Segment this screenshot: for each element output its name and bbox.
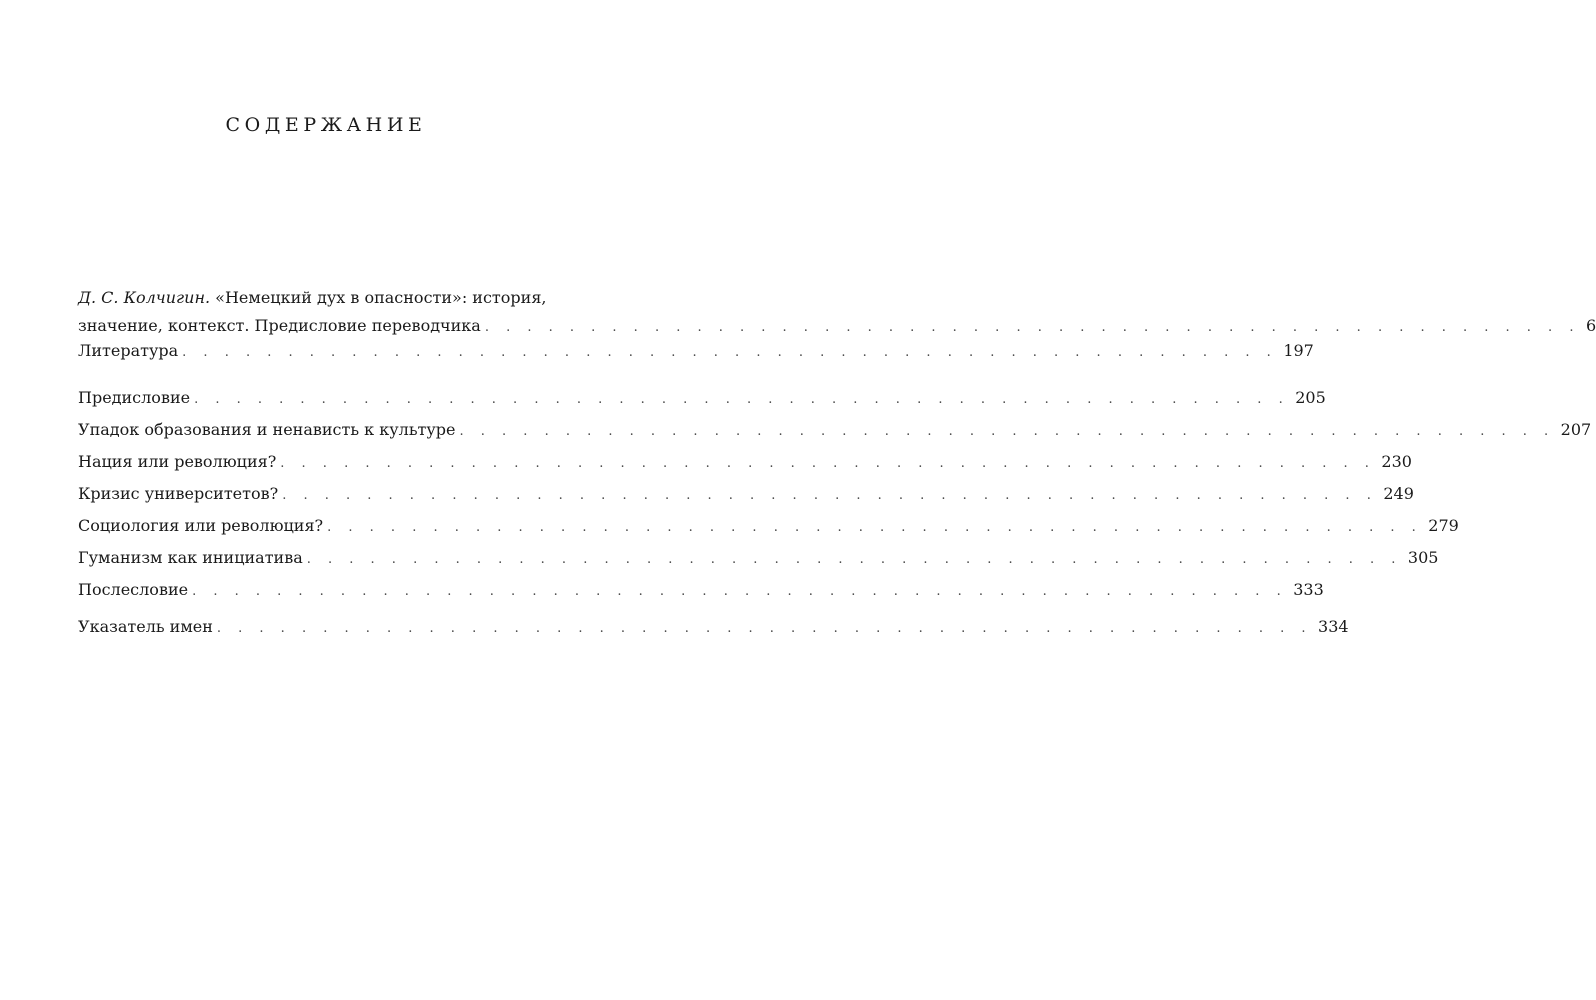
toc-page-number: 205 <box>1295 388 1326 407</box>
toc-page-number: 305 <box>1407 548 1439 567</box>
toc-entry-label: Послесловие <box>78 580 189 599</box>
toc-intro-subtitle: значение, контекст. Предисловие переводчика <box>78 316 481 335</box>
toc-entry <box>78 511 1459 543</box>
toc-entry <box>78 447 1412 479</box>
toc-leader-dots: . . . . . . . . . . . . . . . . . . . . . . . . . . . . . . . . . . . . . . . . . . . . . . . . . . . . <box>216 621 1313 636</box>
toc-group-2 <box>78 383 1592 607</box>
toc-page-number: 207 <box>1560 420 1592 439</box>
toc-group-3 <box>78 612 1349 644</box>
toc-entry-label: Кризис университетов? <box>78 484 279 503</box>
toc-entry <box>78 336 1314 368</box>
toc-leader-dots: . . . . . . . . . . . . . . . . . . . . . . . . . . . . . . . . . . . . . . . . . . . . . . . . . . . . <box>182 345 1278 360</box>
toc-group-1 <box>78 336 1314 368</box>
toc-entry <box>78 479 1414 511</box>
toc-page-number: 333 <box>1293 580 1324 599</box>
toc-page-number: 249 <box>1383 484 1414 503</box>
toc-page-number: 197 <box>1283 341 1314 360</box>
toc-entry <box>78 575 1324 607</box>
toc-page-number: 230 <box>1381 452 1412 471</box>
toc-leader-dots: . . . . . . . . . . . . . . . . . . . . . . . . . . . . . . . . . . . . . . . . . . . . . . . . . . . . <box>280 456 1376 471</box>
toc-entry <box>78 383 1326 415</box>
page-title: СОДЕРЖАНИЕ <box>225 114 427 136</box>
toc-entry-label: Гуманизм как инициатива <box>78 548 303 567</box>
toc-entry <box>78 612 1349 644</box>
toc-entry-label: Указатель имен <box>78 617 213 636</box>
toc-intro-line1 <box>78 284 556 312</box>
toc-page-number: 6 <box>1585 316 1596 335</box>
toc-intro-author: Д. С. Колчигин. <box>78 288 211 307</box>
toc-leader-dots: . . . . . . . . . . . . . . . . . . . . . . . . . . . . . . . . . . . . . . . . . . . . . . . . . . . . <box>282 488 1378 503</box>
toc-leader-dots: . . . . . . . . . . . . . . . . . . . . . . . . . . . . . . . . . . . . . . . . . . . . . . . . . . . . <box>192 584 1288 599</box>
toc-entry <box>78 415 1592 447</box>
toc-entry-label: Предисловие <box>78 388 191 407</box>
toc-intro-title: «Немецкий дух в опасности»: история, <box>215 288 547 307</box>
toc-entry-label: Нация или революция? <box>78 452 277 471</box>
toc-leader-dots: . . . . . . . . . . . . . . . . . . . . . . . . . . . . . . . . . . . . . . . . . . . . . . . . . . . . <box>484 320 1580 335</box>
toc-entry <box>78 543 1439 575</box>
toc-leader-dots: . . . . . . . . . . . . . . . . . . . . . . . . . . . . . . . . . . . . . . . . . . . . . . . . . . . . <box>306 552 1402 567</box>
toc-leader-dots: . . . . . . . . . . . . . . . . . . . . . . . . . . . . . . . . . . . . . . . . . . . . . . . . . . . . <box>327 520 1423 535</box>
toc-entry-label: Упадок образования и ненависть к культуре <box>78 420 456 439</box>
toc-leader-dots: . . . . . . . . . . . . . . . . . . . . . . . . . . . . . . . . . . . . . . . . . . . . . . . . . . . . <box>459 424 1555 439</box>
toc-intro-entry <box>78 284 1596 342</box>
toc-page-number: 334 <box>1318 617 1349 636</box>
toc-entry-label: Литература <box>78 341 179 360</box>
toc-leader-dots: . . . . . . . . . . . . . . . . . . . . . . . . . . . . . . . . . . . . . . . . . . . . . . . . . . . . <box>194 392 1290 407</box>
toc-entry-label: Социология или революция? <box>78 516 324 535</box>
toc-page-number: 279 <box>1428 516 1459 535</box>
